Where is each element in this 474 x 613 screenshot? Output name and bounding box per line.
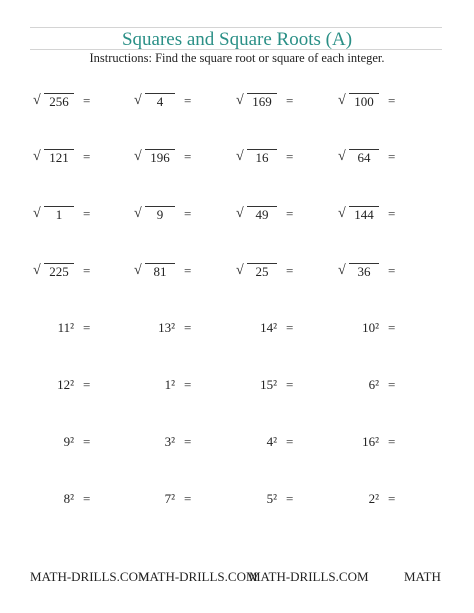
radicand: 256 xyxy=(44,93,74,110)
radical-sign: √ xyxy=(33,206,41,221)
problem-item xyxy=(236,204,296,224)
equals-sign: = xyxy=(83,491,91,506)
square-expression: 12² xyxy=(57,377,74,392)
radical-sign: √ xyxy=(33,93,41,108)
problem-item xyxy=(338,261,398,281)
equals-sign: = xyxy=(388,206,396,221)
square-expression: 5² xyxy=(266,491,277,506)
square-expression: 1² xyxy=(164,377,175,392)
square-expression: 8² xyxy=(63,491,74,506)
problem-item xyxy=(236,91,296,111)
radicand: 4 xyxy=(145,93,175,110)
equals-sign: = xyxy=(388,377,396,392)
equals-sign: = xyxy=(184,93,192,108)
equals-sign: = xyxy=(184,320,192,335)
equals-sign: = xyxy=(286,149,294,164)
problem-item xyxy=(338,147,398,167)
radical-sign: √ xyxy=(236,263,244,278)
radical-sign: √ xyxy=(338,263,346,278)
equals-sign: = xyxy=(184,263,192,278)
square-expression: 6² xyxy=(368,377,379,392)
equals-sign: = xyxy=(83,377,91,392)
equals-sign: = xyxy=(286,434,294,449)
equals-sign: = xyxy=(184,491,192,506)
problem-item xyxy=(246,375,298,395)
radical-sign: √ xyxy=(33,263,41,278)
equals-sign: = xyxy=(286,263,294,278)
page-title: Squares and Square Roots (A) xyxy=(121,29,353,50)
equals-sign: = xyxy=(388,434,396,449)
problem-item xyxy=(43,489,95,509)
radical-sign: √ xyxy=(236,149,244,164)
square-expression: 10² xyxy=(362,320,379,335)
square-expression: 14² xyxy=(260,320,277,335)
instructions: Instructions: Find the square root or square of each integer. xyxy=(89,51,385,65)
equals-sign: = xyxy=(184,206,192,221)
radicand: 36 xyxy=(349,263,379,280)
equals-sign: = xyxy=(388,149,396,164)
square-expression: 7² xyxy=(164,491,175,506)
radical-sign: √ xyxy=(338,206,346,221)
radical-sign: √ xyxy=(134,206,142,221)
problem-item xyxy=(246,489,298,509)
problem-item xyxy=(43,375,95,395)
equals-sign: = xyxy=(286,320,294,335)
problem-item xyxy=(33,204,93,224)
radical-sign: √ xyxy=(338,93,346,108)
radicand: 64 xyxy=(349,149,379,166)
radical-sign: √ xyxy=(134,263,142,278)
equals-sign: = xyxy=(286,206,294,221)
equals-sign: = xyxy=(83,434,91,449)
problem-item xyxy=(246,318,298,338)
square-expression: 16² xyxy=(362,434,379,449)
radical-sign: √ xyxy=(134,149,142,164)
radical-sign: √ xyxy=(236,93,244,108)
problem-item xyxy=(348,432,400,452)
radicand: 196 xyxy=(145,149,175,166)
equals-sign: = xyxy=(83,149,91,164)
problem-item xyxy=(236,261,296,281)
equals-sign: = xyxy=(388,263,396,278)
radical-sign: √ xyxy=(134,93,142,108)
problem-item xyxy=(134,204,194,224)
radical-sign: √ xyxy=(33,149,41,164)
square-expression: 4² xyxy=(266,434,277,449)
equals-sign: = xyxy=(184,434,192,449)
problem-item xyxy=(33,147,93,167)
radicand: 144 xyxy=(349,206,379,223)
square-expression: 3² xyxy=(164,434,175,449)
equals-sign: = xyxy=(83,320,91,335)
equals-sign: = xyxy=(286,93,294,108)
problem-item xyxy=(236,147,296,167)
square-expression: 9² xyxy=(63,434,74,449)
radicand: 49 xyxy=(247,206,277,223)
radicand: 1 xyxy=(44,206,74,223)
problem-item xyxy=(144,489,196,509)
radicand: 121 xyxy=(44,149,74,166)
problem-item xyxy=(134,261,194,281)
problem-item xyxy=(246,432,298,452)
square-expression: 11² xyxy=(57,320,74,335)
problem-item xyxy=(144,432,196,452)
problem-item xyxy=(134,147,194,167)
radicand: 169 xyxy=(247,93,277,110)
equals-sign: = xyxy=(83,206,91,221)
equals-sign: = xyxy=(286,491,294,506)
footer-brand-3: MATH-DRILLS.COM xyxy=(249,569,369,584)
square-expression: 2² xyxy=(368,491,379,506)
problem-item xyxy=(144,375,196,395)
square-expression: 13² xyxy=(158,320,175,335)
footer-brand-1: MATH-DRILLS.COM xyxy=(30,569,150,584)
radicand: 9 xyxy=(145,206,175,223)
problem-item xyxy=(338,91,398,111)
header-top-rule xyxy=(30,27,442,28)
problem-item xyxy=(43,432,95,452)
equals-sign: = xyxy=(388,491,396,506)
problem-item xyxy=(33,91,93,111)
radical-sign: √ xyxy=(236,206,244,221)
radicand: 16 xyxy=(247,149,277,166)
problem-item xyxy=(43,318,95,338)
equals-sign: = xyxy=(184,377,192,392)
problem-item xyxy=(348,318,400,338)
radical-sign: √ xyxy=(338,149,346,164)
header-bottom-rule xyxy=(30,49,442,50)
radicand: 25 xyxy=(247,263,277,280)
problem-item xyxy=(33,261,93,281)
footer-brand-2: MATH-DRILLS.COM xyxy=(138,569,258,584)
equals-sign: = xyxy=(286,377,294,392)
equals-sign: = xyxy=(184,149,192,164)
problem-item xyxy=(348,489,400,509)
problem-item xyxy=(144,318,196,338)
radicand: 100 xyxy=(349,93,379,110)
problem-item xyxy=(134,91,194,111)
problem-item xyxy=(338,204,398,224)
radicand: 81 xyxy=(145,263,175,280)
equals-sign: = xyxy=(83,93,91,108)
equals-sign: = xyxy=(83,263,91,278)
square-expression: 15² xyxy=(260,377,277,392)
problem-item xyxy=(348,375,400,395)
equals-sign: = xyxy=(388,93,396,108)
equals-sign: = xyxy=(388,320,396,335)
footer-brand-4: MATH xyxy=(404,569,441,584)
radicand: 225 xyxy=(44,263,74,280)
